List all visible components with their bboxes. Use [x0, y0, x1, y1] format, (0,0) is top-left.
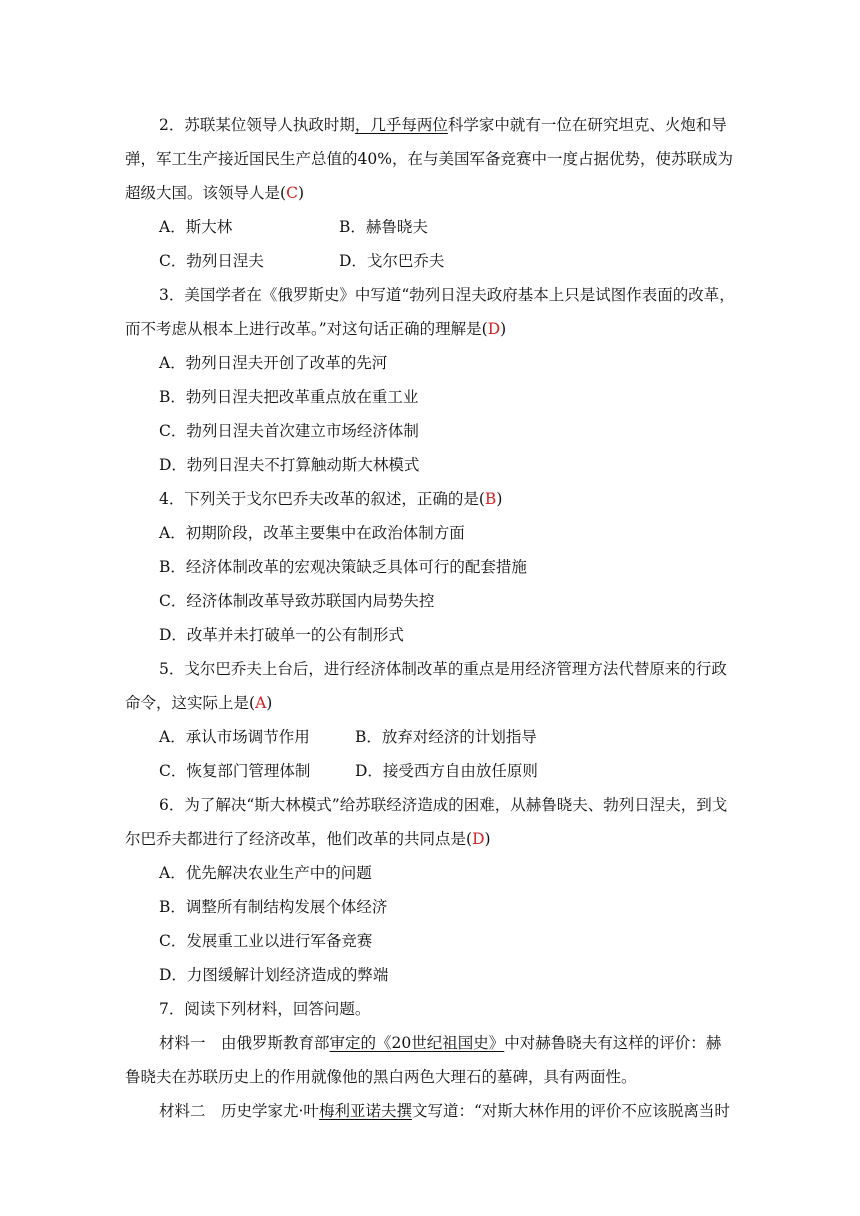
- question-3-option-d: D．勃列日涅夫不打算触动斯大林模式: [159, 456, 420, 474]
- question-5-text: 5．戈尔巴乔夫上台后，进行经济体制改革的重点是用经济管理方法代替原来的行政命令，这实际上是(: [125, 660, 727, 712]
- material-2: [125, 1094, 735, 1128]
- question-5-options-row-1: [125, 720, 735, 754]
- question-6-option-b: B．调整所有制结构发展个体经济: [159, 898, 388, 916]
- question-5-option-b: B．放弃对经济的计划指导: [355, 728, 537, 746]
- material-2-underlined: 梅利亚诺夫撰: [318, 1102, 412, 1120]
- question-5-answer: A: [255, 694, 267, 712]
- question-6-option-c: C．发展重工业以进行军备竞赛: [159, 932, 373, 950]
- question-2-options-row-1: [125, 210, 735, 244]
- material-1-post: 中对赫鲁晓夫有这样的评价：赫鲁晓夫在苏联历史上的作用就像他的黑白两色大理石的墓碑，具有两面性。: [125, 1034, 722, 1086]
- question-2: [125, 108, 735, 210]
- material-1: [125, 1026, 735, 1094]
- question-2-text-post: 科学家中就有一位在研究坦克、火炮和导弹，军工生产接近国民生产总值的40%，在与美国军备竞赛中一度占据优势，使苏联成为超级大国。该领导人是(: [125, 116, 733, 202]
- question-3: [125, 278, 735, 346]
- question-6-text: 6．为了解决“斯大林模式”给苏联经济造成的困难，从赫鲁晓夫、勃列日涅夫，到戈尔巴乔夫都进行了经济改革，他们改革的共同点是(: [125, 796, 728, 848]
- material-1-underlined: 审定的《20世纪祖国史》: [329, 1034, 505, 1052]
- question-2-underlined: ，几乎每两位: [354, 116, 448, 134]
- question-4-option-a: A．初期阶段，改革主要集中在政治体制方面: [159, 524, 465, 542]
- question-6: [125, 788, 735, 856]
- question-4-answer: B: [484, 490, 497, 508]
- question-5: [125, 652, 735, 720]
- question-6-option-a: A．优先解决农业生产中的问题: [159, 864, 372, 882]
- question-2-option-a: A．斯大林: [159, 218, 233, 236]
- question-2-options-row-2: [125, 244, 735, 278]
- question-4-option-b: B．经济体制改革的宏观决策缺乏具体可行的配套措施: [159, 558, 527, 576]
- question-4-option-c: C．经济体制改革导致苏联国内局势失控: [159, 592, 435, 610]
- question-5-option-a: A．承认市场调节作用: [159, 728, 310, 746]
- question-4-text: 4．下列关于戈尔巴乔夫改革的叙述，正确的是(: [159, 490, 485, 508]
- question-2-option-b: B．赫鲁晓夫: [339, 218, 428, 236]
- question-3-option-b: B．勃列日涅夫把改革重点放在重工业: [159, 388, 419, 406]
- question-2-text-pre: 2．苏联某位领导人执政时期: [159, 116, 355, 134]
- question-2-close: ): [297, 184, 304, 202]
- question-6-option-d: D．力图缓解计划经济造成的弊端: [159, 966, 389, 984]
- question-3-close: ): [500, 320, 507, 338]
- material-2-pre: 材料二 历史学家尤·叶: [159, 1102, 319, 1120]
- question-5-close: ): [266, 694, 273, 712]
- question-3-option-c: C．勃列日涅夫首次建立市场经济体制: [159, 422, 419, 440]
- question-5-options-row-2: [125, 754, 735, 788]
- question-5-option-d: D．接受西方自由放任原则: [355, 762, 538, 780]
- question-2-answer: C: [286, 184, 298, 202]
- material-2-post: 文写道：“对斯大林作用的评价不应该脱离当时: [411, 1102, 730, 1120]
- material-1-pre: 材料一 由俄罗斯教育部: [159, 1034, 330, 1052]
- question-5-option-c: C．恢复部门管理体制: [159, 762, 311, 780]
- question-6-answer: D: [472, 830, 485, 848]
- question-7-text: 7．阅读下列材料，回答问题。: [159, 1000, 371, 1018]
- question-7: [125, 992, 735, 1026]
- question-3-option-a: A．勃列日涅夫开创了改革的先河: [159, 354, 388, 372]
- question-2-option-c: C．勃列日涅夫: [159, 252, 264, 270]
- question-3-text: 3．美国学者在《俄罗斯史》中写道“勃列日涅夫政府基本上只是试图作表面的改革，而不考虑从根本上进行改革。”对这句话正确的理解是(: [125, 286, 735, 338]
- question-4: [125, 482, 735, 516]
- question-4-close: ): [496, 490, 503, 508]
- document-content: [125, 108, 735, 1128]
- question-3-answer: D: [487, 320, 501, 338]
- question-2-option-d: D．戈尔巴乔夫: [339, 252, 445, 270]
- question-6-close: ): [484, 830, 491, 848]
- question-4-option-d: D．改革并未打破单一的公有制形式: [159, 626, 404, 644]
